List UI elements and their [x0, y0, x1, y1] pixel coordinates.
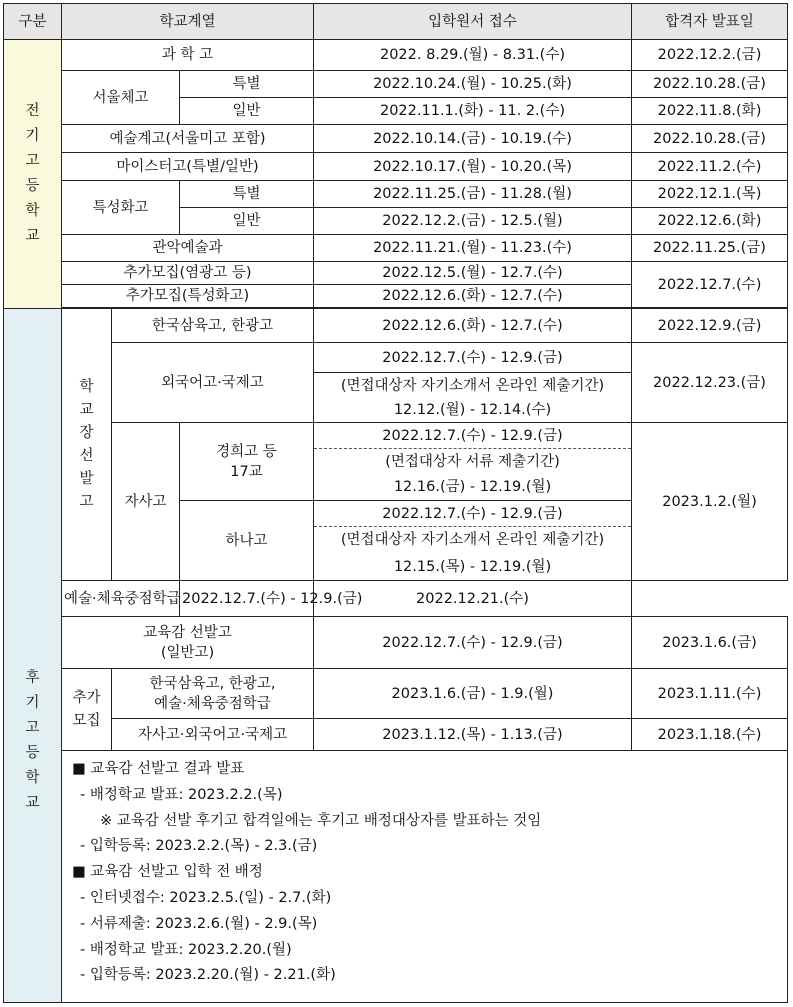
notes-heading-pre-assign: ■ 교육감 선발고 입학 전 배정 — [72, 864, 263, 881]
extra-recruit-result: 2022.12.7.(수) — [632, 262, 788, 308]
notes-line-remark: ※ 교육감 선발 후기고 합격일에는 후기고 배정대상자를 발표하는 것임 — [100, 812, 542, 829]
extra-recruit-specialized-apply: 2022.12.6.(화) - 12.7.(수) — [314, 285, 632, 308]
seoul-pe-name: 서울체고 — [62, 71, 180, 125]
specialized-special-result: 2022.12.1.(목) — [632, 181, 788, 208]
extra-recruit-specialized-name: 추가모집(특성화고) — [62, 285, 314, 308]
meister-high-result: 2022.11.2.(수) — [632, 153, 788, 181]
notes-line-registration: - 입학등록: 2023.2.2.(목) - 2.3.(금) — [80, 838, 318, 855]
arts-pe-class-result: 2022.12.21.(수) — [314, 581, 632, 617]
late-extra-row2-name: 자사고·외국어고·국제고 — [112, 719, 314, 751]
foreign-intl-result: 2022.12.23.(금) — [632, 343, 788, 423]
late-group-label: 후 기 고 등 학 교 — [4, 309, 62, 1003]
extra-recruit-yeomgwang-name: 추가모집(염광고 등) — [62, 262, 314, 285]
principal-select-label: 학 교 장 선 발 고 — [62, 309, 112, 581]
jasa-name: 자사고 — [112, 423, 180, 581]
kyunghee-note-period: 12.16.(금) - 12.19.(월) — [314, 475, 632, 501]
specialized-general-type: 일반 — [180, 208, 314, 235]
notes-line-assign-announce: - 배정학교 발표: 2023.2.2.(목) — [80, 786, 283, 803]
science-high-name: 과 학 고 — [62, 40, 314, 71]
meister-high-name: 마이스터고(특별/일반) — [62, 153, 314, 181]
gwanak-arts-name: 관악예술과 — [62, 235, 314, 262]
arts-high-name: 예술계고(서울미고 포함) — [62, 125, 314, 153]
hanguk-hangwang-apply: 2022.12.6.(화) - 12.7.(수) — [314, 309, 632, 343]
kyunghee-name: 경희고 등 17교 — [180, 423, 314, 501]
late-extra-row2-apply: 2023.1.12.(목) - 1.13.(금) — [314, 719, 632, 751]
specialized-special-apply: 2022.11.25.(금) - 11.28.(월) — [314, 181, 632, 208]
notes-heading-result: ■ 교육감 선발고 결과 발표 — [72, 761, 245, 777]
header-track: 학교계열 — [62, 4, 314, 40]
science-high-apply: 2022. 8.29.(월) - 8.31.(수) — [314, 40, 632, 71]
hana-note-period: 12.15.(목) - 12.19.(월) — [314, 554, 632, 581]
header-row — [4, 4, 788, 40]
hana-note: (면접대상자 자기소개서 온라인 제출기간) — [314, 527, 632, 554]
edu-select-name: 교육감 선발고 (일반고) — [62, 617, 314, 669]
seoul-pe-special-type: 특별 — [180, 71, 314, 98]
seoul-pe-special-apply: 2022.10.24.(월) - 10.25.(화) — [314, 71, 632, 98]
assignment-notes — [62, 751, 788, 1003]
gwanak-arts-apply: 2022.11.21.(월) - 11.23.(수) — [314, 235, 632, 262]
hana-name: 하나고 — [180, 501, 314, 581]
foreign-intl-note-period: 12.12.(월) - 12.14.(수) — [314, 399, 632, 423]
header-apply: 입학원서 접수 — [314, 4, 632, 40]
admission-schedule-table — [3, 3, 788, 1003]
kyunghee-apply: 2022.12.7.(수) - 12.9.(금) — [314, 423, 632, 449]
arts-high-apply: 2022.10.14.(금) - 10.19.(수) — [314, 125, 632, 153]
foreign-intl-name: 외국어고·국제고 — [112, 343, 314, 423]
notes-line-internet-apply: - 인터넷접수: 2023.2.5.(일) - 2.7.(화) — [80, 889, 332, 906]
seoul-pe-general-result: 2022.11.8.(화) — [632, 98, 788, 125]
gwanak-arts-result: 2022.11.25.(금) — [632, 235, 788, 262]
jasa-result: 2023.1.2.(월) — [632, 423, 788, 581]
edu-select-result: 2023.1.6.(금) — [632, 617, 788, 669]
notes-line-assign-announce-2: - 배정학교 발표: 2023.2.20.(월) — [80, 941, 292, 958]
late-extra-row1-name: 한국삼육고, 한광고, 예술·체육중점학급 — [112, 669, 314, 719]
seoul-pe-special-result: 2022.10.28.(금) — [632, 71, 788, 98]
seoul-pe-general-apply: 2022.11.1.(화) - 11. 2.(수) — [314, 98, 632, 125]
arts-pe-class-apply: 2022.12.7.(수) - 12.9.(금) — [180, 581, 314, 617]
hanguk-hangwang-name: 한국삼육고, 한광고 — [112, 309, 314, 343]
edu-select-apply: 2022.12.7.(수) - 12.9.(금) — [314, 617, 632, 669]
notes-line-registration-2: - 입학등록: 2023.2.20.(월) - 2.21.(화) — [80, 967, 336, 984]
specialized-general-result: 2022.12.6.(화) — [632, 208, 788, 235]
kyunghee-note: (면접대상자 서류 제출기간) — [314, 449, 632, 475]
foreign-intl-note: (면접대상자 자기소개서 온라인 제출기간) — [314, 373, 632, 399]
specialized-general-apply: 2022.12.2.(금) - 12.5.(월) — [314, 208, 632, 235]
notes-line-documents: - 서류제출: 2023.2.6.(월) - 2.9.(목) — [80, 915, 318, 932]
late-extra-row1-result: 2023.1.11.(수) — [632, 669, 788, 719]
hanguk-hangwang-result: 2022.12.9.(금) — [632, 309, 788, 343]
hana-apply: 2022.12.7.(수) - 12.9.(금) — [314, 501, 632, 527]
header-gubun: 구분 — [4, 4, 62, 40]
header-result: 합격자 발표일 — [632, 4, 788, 40]
seoul-pe-general-type: 일반 — [180, 98, 314, 125]
late-extra-label: 추가 모집 — [62, 669, 112, 751]
extra-recruit-yeomgwang-apply: 2022.12.5.(월) - 12.7.(수) — [314, 262, 632, 285]
foreign-intl-apply: 2022.12.7.(수) - 12.9.(금) — [314, 343, 632, 373]
specialized-special-type: 특별 — [180, 181, 314, 208]
arts-high-result: 2022.10.28.(금) — [632, 125, 788, 153]
arts-pe-class-name: 예술·체육중점학급 — [62, 581, 180, 617]
science-high-result: 2022.12.2.(금) — [632, 40, 788, 71]
late-extra-row2-result: 2023.1.18.(수) — [632, 719, 788, 751]
late-extra-row1-apply: 2023.1.6.(금) - 1.9.(월) — [314, 669, 632, 719]
early-group-label: 전 기 고 등 학 교 — [4, 40, 62, 309]
specialized-high-name: 특성화고 — [62, 181, 180, 235]
meister-high-apply: 2022.10.17.(월) - 10.20.(목) — [314, 153, 632, 181]
